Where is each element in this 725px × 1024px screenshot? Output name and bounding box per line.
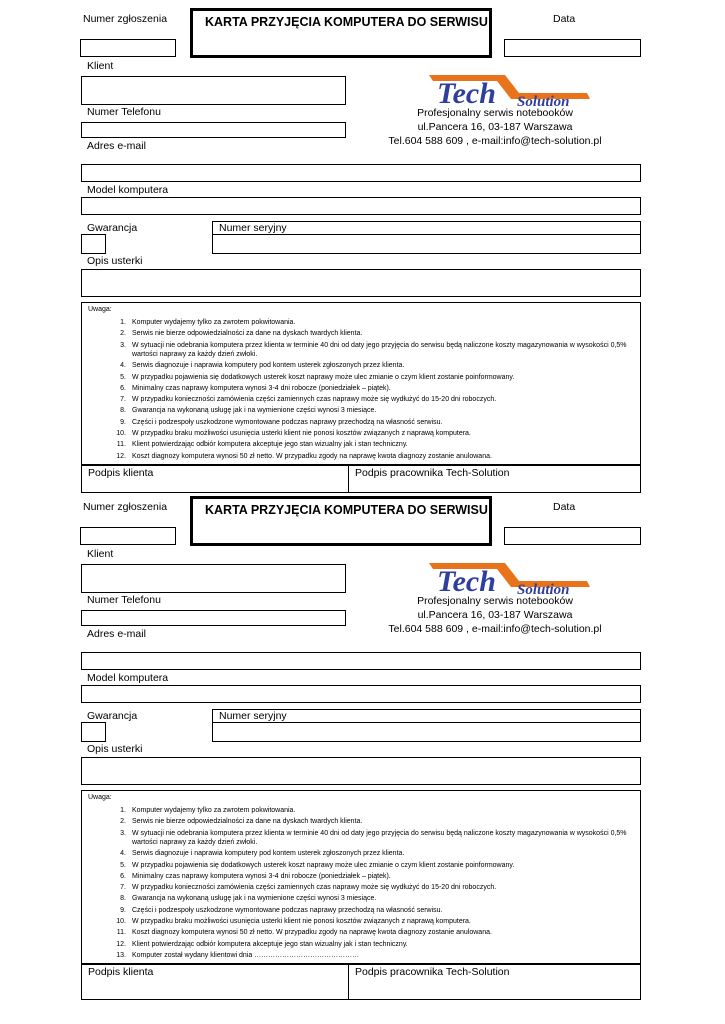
notes-heading: Uwaga: bbox=[88, 794, 112, 801]
svg-text:Tech: Tech bbox=[437, 77, 496, 109]
list-item: 2. Serwis nie bierze odpowiedzialności za dane na dyskach twardych klienta. bbox=[120, 330, 363, 338]
company-tagline: Profesjonalny serwis notebooków bbox=[417, 595, 573, 607]
list-item: 3. W sytuacji nie odebrania komputera przez klienta w terminie 40 dni od daty jego przyjęcia do serwisu będą naliczone koszty magazynowania w wysokości 0,5% wartości naprawy za każdy dzień zwłoki. bbox=[120, 829, 627, 846]
fault-description-field[interactable] bbox=[81, 757, 641, 785]
client-signature-box[interactable] bbox=[81, 964, 349, 1000]
client-signature-label: Podpis klienta bbox=[88, 467, 154, 479]
terms-notes bbox=[81, 302, 641, 465]
ticket-number-field[interactable] bbox=[80, 527, 176, 545]
list-item: 8. Gwarancja na wykonaną usługę jak i na wymienione części wynosi 3 miesiące. bbox=[120, 407, 377, 415]
model-field[interactable] bbox=[81, 685, 641, 703]
client-label: Klient bbox=[87, 60, 114, 72]
email-label: Adres e-mail bbox=[87, 628, 146, 640]
warranty-label: Gwarancja bbox=[87, 222, 138, 234]
svg-text:Tech: Tech bbox=[437, 565, 496, 597]
phone-label: Numer Telefonu bbox=[87, 594, 161, 606]
list-item: 11. Klient potwierdzając odbiór komputera akceptuje jego stan wizualny jak i stan techniczny. bbox=[116, 441, 408, 449]
terms-list bbox=[88, 806, 634, 962]
list-item: 1. Komputer wydajemy tylko za zwrotem pokwitowania. bbox=[120, 319, 296, 326]
phone-label: Numer Telefonu bbox=[87, 106, 161, 118]
svg-text:Solution: Solution bbox=[517, 582, 570, 597]
form-title-box bbox=[190, 496, 492, 546]
list-item: 1. Komputer wydajemy tylko za zwrotem pokwitowania. bbox=[120, 807, 296, 814]
list-item: 7. W przypadku konieczności zamówienia części zamiennych czas naprawy może się wydłużyć do 15-20 dni roboczych. bbox=[120, 884, 497, 892]
company-contact: Tel.604 588 609 , e-mail:info@tech-solution.pl bbox=[388, 623, 602, 635]
warranty-label: Gwarancja bbox=[87, 710, 138, 722]
client-field[interactable] bbox=[81, 564, 346, 593]
model-field[interactable] bbox=[81, 197, 641, 215]
list-item: 6. Minimalny czas naprawy komputera wynosi 3-4 dni robocze (poniedziałek – piątek). bbox=[120, 872, 391, 880]
form-title: KARTA PRZYJĘCIA KOMPUTERA DO SERWISU bbox=[205, 503, 488, 517]
email-field[interactable] bbox=[81, 652, 641, 670]
client-field[interactable] bbox=[81, 76, 346, 105]
list-item: 10. W przypadku braku możliwości usunięcia usterki klient nie ponosi kosztów związanych z naprawą komputera. bbox=[116, 918, 471, 926]
employee-signature-box[interactable] bbox=[348, 964, 641, 1000]
serial-number-field[interactable] bbox=[212, 709, 641, 742]
email-label: Adres e-mail bbox=[87, 140, 146, 152]
serial-number-label: Numer seryjny bbox=[219, 222, 287, 234]
email-field[interactable] bbox=[81, 164, 641, 182]
ticket-number-label: Numer zgłoszenia bbox=[83, 13, 168, 25]
tech-solution-logo bbox=[427, 73, 592, 109]
ticket-number-label: Numer zgłoszenia bbox=[83, 501, 168, 513]
list-item: 8. Gwarancja na wykonaną usługę jak i na wymienione części wynosi 3 miesiące. bbox=[120, 895, 377, 903]
list-item: 9. Części i podzespoły uszkodzone wymontowane podczas naprawy przechodzą na własność serwisu. bbox=[120, 906, 443, 914]
model-label: Model komputera bbox=[87, 672, 169, 684]
list-item: 5. W przypadku pojawienia się dodatkowych usterek koszt naprawy może ulec zmianie o czym klient zostanie poinformowany. bbox=[120, 861, 515, 869]
list-item: 12. Klient potwierdzając odbiór komputera akceptuje jego stan wizualny jak i stan techniczny. bbox=[116, 940, 408, 948]
company-address: ul.Pancera 16, 03-187 Warszawa bbox=[417, 609, 573, 621]
client-label: Klient bbox=[87, 548, 114, 560]
fault-description-label: Opis usterki bbox=[87, 743, 143, 755]
fault-description-field[interactable] bbox=[81, 269, 641, 297]
list-item: 2. Serwis nie bierze odpowiedzialności za dane na dyskach twardych klienta. bbox=[120, 818, 363, 826]
date-field[interactable] bbox=[504, 39, 641, 57]
warranty-checkbox[interactable] bbox=[81, 234, 106, 254]
serial-number-field[interactable] bbox=[212, 221, 641, 254]
date-label: Data bbox=[553, 501, 576, 513]
phone-field[interactable] bbox=[81, 610, 346, 626]
list-item: 11. Koszt diagnozy komputera wynosi 50 zł netto. W przypadku zgody na naprawę kwota diagnozy zostanie anulowana. bbox=[116, 929, 492, 937]
model-label: Model komputera bbox=[87, 184, 169, 196]
service-card-2 bbox=[0, 488, 725, 976]
list-item: 4. Serwis diagnozuje i naprawia komputery pod kontem usterek zgłoszonych przez klienta. bbox=[120, 850, 405, 858]
phone-field[interactable] bbox=[81, 122, 346, 138]
serial-number-label: Numer seryjny bbox=[219, 710, 287, 722]
company-tagline: Profesjonalny serwis notebooków bbox=[417, 107, 573, 119]
service-card-1 bbox=[0, 0, 725, 488]
form-title: KARTA PRZYJĘCIA KOMPUTERA DO SERWISU bbox=[205, 15, 488, 29]
warranty-checkbox[interactable] bbox=[81, 722, 106, 742]
notes-heading: Uwaga: bbox=[88, 306, 112, 313]
client-signature-label: Podpis klienta bbox=[88, 966, 154, 978]
company-contact: Tel.604 588 609 , e-mail:info@tech-solution.pl bbox=[388, 135, 602, 147]
form-title-box bbox=[190, 8, 492, 58]
list-item: 10. W przypadku braku możliwości usunięcia usterki klient nie ponosi kosztów związanych z naprawą komputera. bbox=[116, 430, 471, 438]
employee-signature-label: Podpis pracownika Tech-Solution bbox=[355, 467, 510, 479]
company-address: ul.Pancera 16, 03-187 Warszawa bbox=[417, 121, 573, 133]
list-item: 3. W sytuacji nie odebrania komputera przez klienta w terminie 40 dni od daty jego przyjęcia do serwisu będą naliczone koszty magazynowania w wysokości 0,5% wartości naprawy za każdy dzień zwłoki. bbox=[120, 341, 627, 358]
employee-signature-label: Podpis pracownika Tech-Solution bbox=[355, 966, 510, 978]
tech-solution-logo bbox=[427, 561, 592, 597]
list-item: 12. Koszt diagnozy komputera wynosi 50 zł netto. W przypadku zgody na naprawę kwota diagnozy zostanie anulowana. bbox=[116, 452, 492, 460]
list-item: 7. W przypadku konieczności zamówienia części zamiennych czas naprawy może się wydłużyć do 15-20 dni roboczych. bbox=[120, 396, 497, 404]
terms-notes bbox=[81, 790, 641, 964]
list-item: 4. Serwis diagnozuje i naprawia komputery pod kontem usterek zgłoszonych przez klienta. bbox=[120, 362, 405, 370]
fault-description-label: Opis usterki bbox=[87, 255, 143, 267]
svg-text:Solution: Solution bbox=[517, 94, 570, 109]
date-label: Data bbox=[553, 13, 576, 25]
list-item: 9. Części i podzespoły uszkodzone wymontowane podczas naprawy przechodzą na własność serwisu. bbox=[120, 418, 443, 426]
list-item: 13. Komputer został wydany klientowi dnia ……………………………………… bbox=[116, 951, 360, 959]
date-field[interactable] bbox=[504, 527, 641, 545]
list-item: 5. W przypadku pojawienia się dodatkowych usterek koszt naprawy może ulec zmianie o czym klient zostanie poinformowany. bbox=[120, 373, 515, 381]
ticket-number-field[interactable] bbox=[80, 39, 176, 57]
list-item: 6. Minimalny czas naprawy komputera wynosi 3-4 dni robocze (poniedziałek – piątek). bbox=[120, 384, 391, 392]
terms-list bbox=[88, 318, 634, 463]
